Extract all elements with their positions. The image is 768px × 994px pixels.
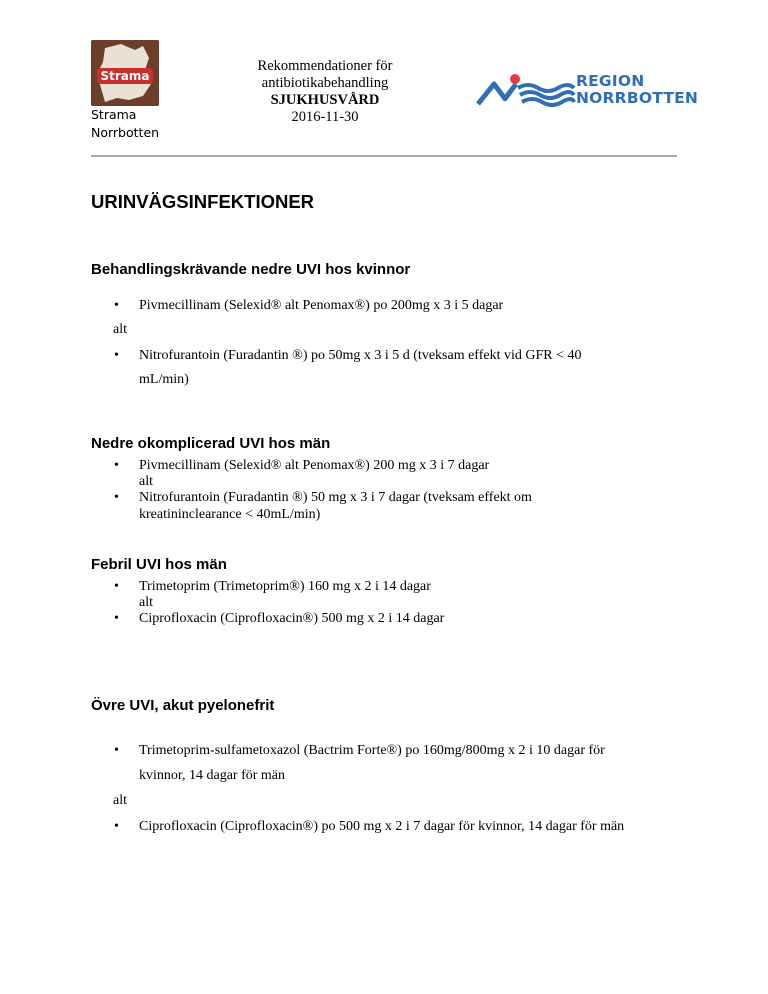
section-heading-4: Övre UVI, akut pyelonefrit <box>91 697 275 714</box>
list-item-text-cont: kreatininclearance < 40mL/min) <box>139 507 321 522</box>
alt-label: alt <box>113 322 127 337</box>
header-line-1: Rekommendationer för <box>257 58 393 74</box>
strama-logo <box>91 40 159 106</box>
alt-label: alt <box>113 793 127 808</box>
region-logo-text <box>576 73 698 106</box>
alt-label: alt <box>139 595 153 610</box>
strama-logo-text: Strama <box>100 69 150 83</box>
list-item-text: Trimetoprim-sulfametoxazol (Bactrim Forte®) po 160mg/800mg x 2 i 10 dagar för <box>139 743 605 758</box>
list-item-text: Nitrofurantoin (Furadantin ®) 50 mg x 3 i 7 dagar (tveksam effekt om <box>139 490 532 505</box>
region-logo-line2: NORRBOTTEN <box>576 88 699 107</box>
bullet-icon: • <box>114 298 119 313</box>
strama-org-name <box>91 106 159 142</box>
list-item-text: Ciprofloxacin (Ciprofloxacin®) po 500 mg x 2 i 7 dagar för kvinnor, 14 dagar för män <box>139 819 625 834</box>
list-item-text-cont: mL/min) <box>139 372 189 387</box>
bullet-icon: • <box>114 743 119 758</box>
header-line-2: antibiotikabehandling <box>261 75 389 91</box>
list-item-text: Pivmecillinam (Selexid® alt Penomax®) 200 mg x 3 i 7 dagar <box>139 458 490 473</box>
section-heading-1: Behandlingskrävande nedre UVI hos kvinnor <box>91 261 411 278</box>
header-line-3: SJUKHUSVÅRD <box>270 92 380 108</box>
bullet-icon: • <box>114 490 119 505</box>
document-header <box>230 58 420 126</box>
bullet-icon: • <box>114 611 119 626</box>
strama-org-line2: Norrbotten <box>91 125 160 140</box>
bullet-icon: • <box>114 458 119 473</box>
section-heading-3: Febril UVI hos män <box>91 556 227 573</box>
list-item-text-cont: kvinnor, 14 dagar för män <box>139 768 286 783</box>
section-heading-2: Nedre okomplicerad UVI hos män <box>91 435 331 452</box>
list-item-text: Ciprofloxacin (Ciprofloxacin®) 500 mg x 2 i 14 dagar <box>139 611 445 626</box>
document-title: URINVÄGSINFEKTIONER <box>91 191 315 212</box>
strama-org-line1: Strama <box>91 107 137 122</box>
header-date: 2016-11-30 <box>291 109 359 125</box>
bullet-icon: • <box>114 579 119 594</box>
bullet-icon: • <box>114 348 119 363</box>
list-item-text: Nitrofurantoin (Furadantin ®) po 50mg x 3 i 5 d (tveksam effekt vid GFR < 40 <box>139 348 582 363</box>
bullet-icon: • <box>114 819 119 834</box>
region-logo-line1: REGION <box>576 72 645 90</box>
list-item-text: Pivmecillinam (Selexid® alt Penomax®) po 200mg x 3 i 5 dagar <box>139 298 504 313</box>
alt-label: alt <box>139 474 153 489</box>
list-item-text: Trimetoprim (Trimetoprim®) 160 mg x 2 i 14 dagar <box>139 579 431 594</box>
header-divider <box>91 155 677 157</box>
